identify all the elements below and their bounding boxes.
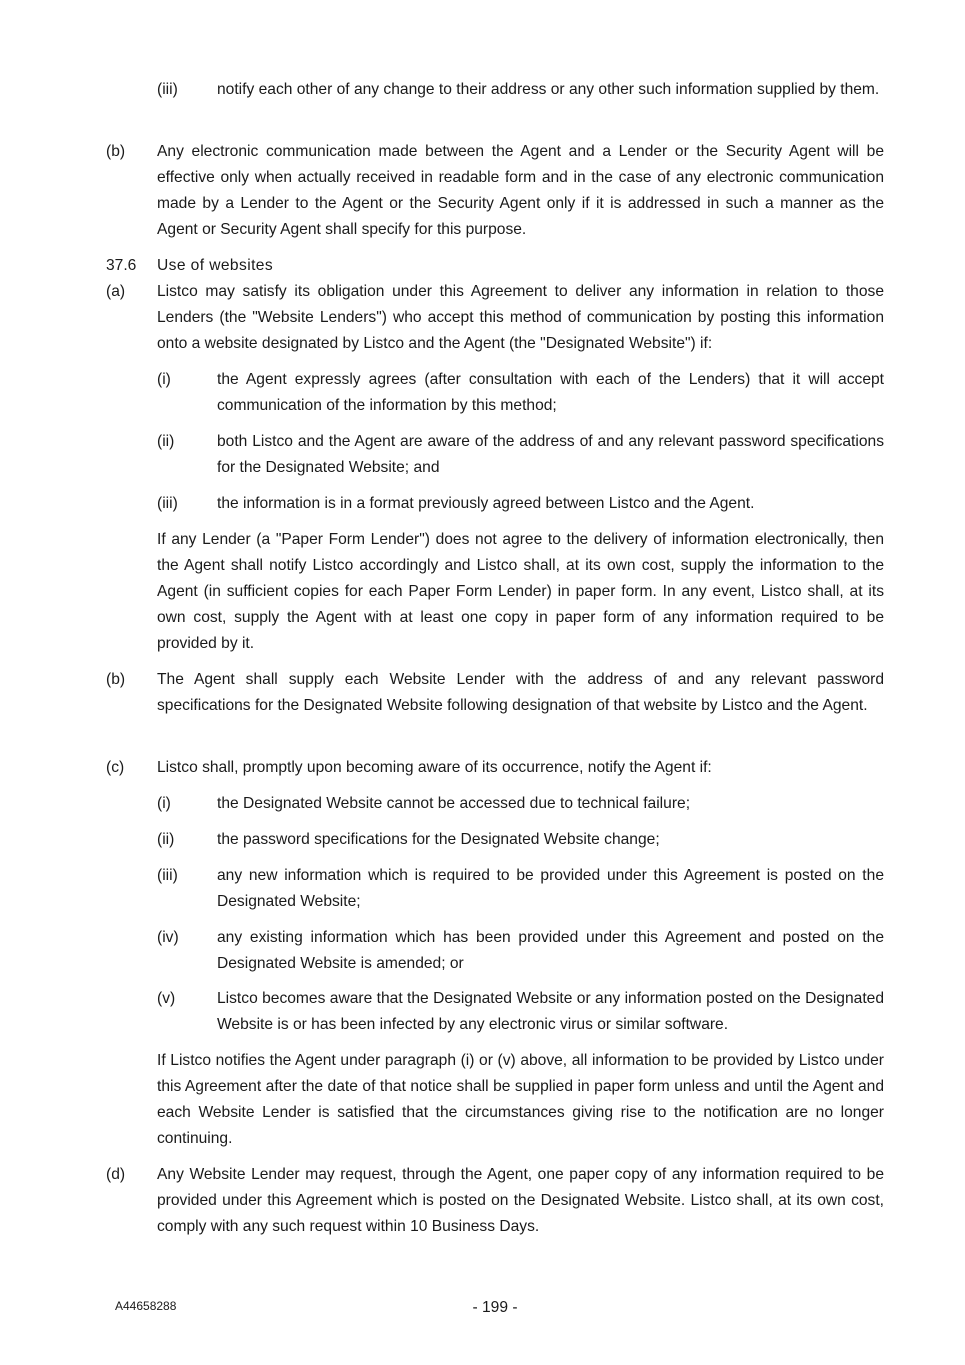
clause-text: Any Website Lender may request, through the Agent, one paper copy of any information required to be provided under this Agreement which is posted on the Designated Website. Listco shall, at its own cost, comply with any such request within 10 Business Days. [157,1166,884,1235]
clause-text: the information is in a format previously agreed between Listco and the Agent. [217,495,755,512]
clause-label: (c) [106,759,125,776]
paragraph-text: If Listco notifies the Agent under paragraph (i) or (v) above, all information to be provided by Listco under this Agreement after the date of that notice shall be supplied in paper form unless and until the Agent and each Website Lender is satisfied that the circumstances giving rise to the notification are no longer continuing. [157,1052,884,1147]
section-number: 37.6 [106,257,137,274]
clause-label: (v) [157,990,176,1007]
clause-text: the Designated Website cannot be accessed due to technical failure; [217,795,691,812]
paragraph-text: If any Lender (a "Paper Form Lender") does not agree to the delivery of information electronically, then the Agent shall notify Listco accordingly and Listco shall, at its own cost, supply the information to the Agent (in sufficient copies for each Paper Form Lender) in paper form. In any event, Listco shall, at its own cost, supply the Agent with at least one copy in paper form of any information required to be provided by it. [157,531,884,652]
clause-label: (iii) [157,81,178,98]
clause-text: Listco becomes aware that the Designated Website or any information posted on the Designated Website is or has been infected by any electronic virus or similar software. [217,990,884,1033]
clause-text: both Listco and the Agent are aware of the address of and any relevant password specifications for the Designated Website; and [217,433,884,476]
clause-text: Any electronic communication made between the Agent and a Lender or the Security Agent will be effective only when actually received in readable form and in the case of any electronic communication made by a Lender to the Agent or the Security Agent only if it is addressed in such a manner as the Agent or Security Agent shall specify for this purpose. [157,143,884,238]
clause-text: Listco shall, promptly upon becoming aware of its occurrence, notify the Agent if: [157,759,712,776]
clause-label: (ii) [157,433,175,450]
clause-text: The Agent shall supply each Website Lender with the address of and any relevant password specifications for the Designated Website following designation of that website by Listco and the Agent. [157,671,884,714]
clause-text: notify each other of any change to their address or any other such information supplied by them. [217,81,880,98]
clause-label: (i) [157,795,171,812]
clause-text: Listco may satisfy its obligation under this Agreement to deliver any information in relation to those Lenders (the "Website Lenders") who accept this method of communication by posting this information onto a website designated by Listco and the Agent (the "Designated Website") if: [157,283,884,352]
section-title: Use of websites [157,257,274,274]
document-id: A44658288 [115,1299,177,1313]
clause-label: (iv) [157,929,179,946]
clause-text: any existing information which has been provided under this Agreement and posted on the Designated Website is amended; or [217,929,884,972]
clause-text: the password specifications for the Designated Website change; [217,831,660,848]
clause-label: (d) [106,1166,126,1183]
clause-label: (a) [106,283,126,300]
clause-label: (i) [157,371,171,388]
page-number: - 199 - [472,1299,518,1316]
clause-label: (ii) [157,831,175,848]
clause-label: (b) [106,671,126,688]
clause-label: (iii) [157,867,178,884]
clause-label: (iii) [157,495,178,512]
clause-text: the Agent expressly agrees (after consultation with each of the Lenders) that it will accept communication of the information by this method; [217,371,884,414]
clause-label: (b) [106,143,126,160]
clause-text: any new information which is required to be provided under this Agreement is posted on the Designated Website; [217,867,884,910]
